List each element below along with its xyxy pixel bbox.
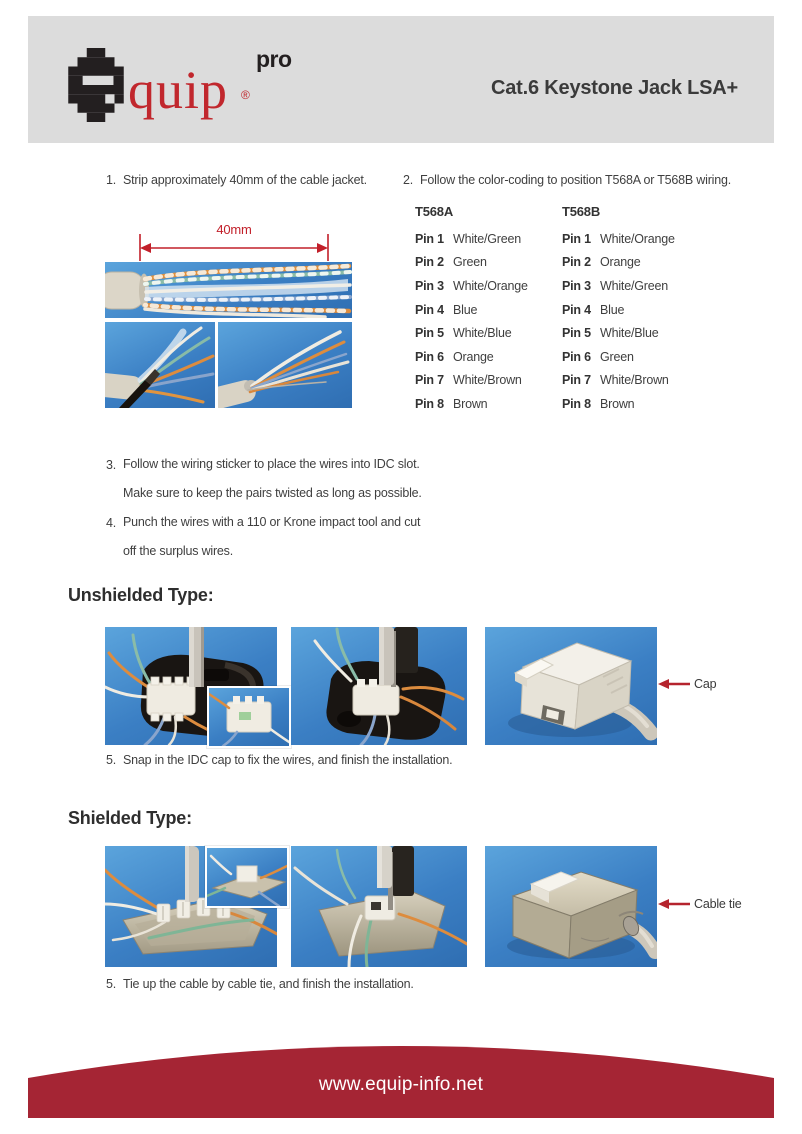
table-row xyxy=(562,274,675,298)
table-row xyxy=(562,369,675,393)
pin-label: Pin 3 xyxy=(415,278,444,293)
photo-twisted-pairs xyxy=(218,322,352,408)
step-text-line2: Make sure to keep the pairs twisted as long as possible. xyxy=(123,486,422,500)
step-text: Tie up the cable by cable tie, and finish the installation. xyxy=(123,977,414,991)
cable-tie-label: Cable tie xyxy=(694,897,742,911)
step-text: Strip approximately 40mm of the cable jacket. xyxy=(123,173,367,187)
table-row xyxy=(415,227,528,251)
table-row xyxy=(415,345,528,369)
pin-color: White/Green xyxy=(600,278,668,293)
table-row xyxy=(415,251,528,275)
table-row xyxy=(415,392,528,416)
pin-label: Pin 1 xyxy=(562,231,591,246)
pin-color: White/Brown xyxy=(453,373,522,388)
unshielded-section-heading: Unshielded Type: xyxy=(68,585,214,605)
brand-name: quip xyxy=(128,60,229,120)
pin-color: Orange xyxy=(453,349,494,364)
table-row xyxy=(415,321,528,345)
t568b-title: T568B xyxy=(562,204,601,219)
page-title: Cat.6 Keystone Jack LSA+ xyxy=(491,77,738,99)
photo-stripped-cable xyxy=(105,262,352,318)
pin-color: White/Blue xyxy=(600,326,659,341)
step-5-unshielded xyxy=(106,753,526,768)
photo-cut-spline xyxy=(105,322,215,408)
pin-label: Pin 8 xyxy=(562,396,591,411)
measurement-label: 40mm xyxy=(216,222,252,237)
pin-label: Pin 7 xyxy=(415,373,444,388)
pin-color: Brown xyxy=(600,396,635,411)
table-row xyxy=(562,321,675,345)
pin-label: Pin 1 xyxy=(415,231,444,246)
pin-color: Brown xyxy=(453,396,488,411)
step-4 xyxy=(106,516,476,566)
pin-label: Pin 4 xyxy=(415,302,444,317)
pin-color: Blue xyxy=(453,302,478,317)
pin-color: White/Orange xyxy=(453,278,528,293)
table-row xyxy=(562,227,675,251)
footer-url: www.equip-info.net xyxy=(318,1074,484,1095)
step-number: 3. xyxy=(106,458,117,472)
photo-unshielded-finished xyxy=(485,627,657,745)
pin-color: White/Green xyxy=(453,231,521,246)
step-text-line1: Follow the wiring sticker to place the wires into IDC slot. xyxy=(123,457,420,471)
cap-arrow-icon xyxy=(658,678,690,690)
step-number: 4. xyxy=(106,516,117,530)
step-text: Follow the color-coding to position T568A or T568B wiring. xyxy=(420,173,732,187)
step-text-line2: off the surplus wires. xyxy=(123,544,234,558)
step-2 xyxy=(403,173,783,188)
photo-shielded-punching xyxy=(291,846,467,967)
pin-label: Pin 6 xyxy=(562,349,591,364)
pin-label: Pin 6 xyxy=(415,349,444,364)
table-row xyxy=(562,345,675,369)
photo-shielded-finished xyxy=(485,846,657,967)
pin-label: Pin 3 xyxy=(562,278,591,293)
table-row xyxy=(415,369,528,393)
t568a-table xyxy=(415,204,528,416)
brand-suffix: pro xyxy=(256,46,292,72)
table-row xyxy=(415,298,528,322)
step-3 xyxy=(106,458,476,508)
table-row xyxy=(562,298,675,322)
photo-unshielded-punching xyxy=(291,627,467,745)
t568b-table xyxy=(562,204,675,416)
step-number: 5. xyxy=(106,753,117,767)
step-number: 1. xyxy=(106,173,117,187)
pin-color: White/Blue xyxy=(453,326,512,341)
pin-color: White/Orange xyxy=(600,231,675,246)
step-number: 2. xyxy=(403,173,414,187)
photo-unshielded-inset xyxy=(207,686,291,748)
pin-color: Green xyxy=(600,349,634,364)
dimension-arrow-icon xyxy=(139,234,329,261)
equip-pixel-e-logo-icon xyxy=(68,48,124,122)
header-band xyxy=(28,16,774,143)
pin-color: Orange xyxy=(600,255,641,270)
pin-color: Green xyxy=(453,255,487,270)
pin-label: Pin 8 xyxy=(415,396,444,411)
step-number: 5. xyxy=(106,977,117,991)
step-text-line1: Punch the wires with a 110 or Krone impact tool and cut xyxy=(123,515,421,529)
cable-tie-arrow-icon xyxy=(658,898,690,910)
pin-color: Blue xyxy=(600,302,625,317)
pin-label: Pin 2 xyxy=(415,255,444,270)
shielded-section-heading: Shielded Type: xyxy=(68,808,192,828)
step-5-shielded xyxy=(106,977,526,992)
t568a-title: T568A xyxy=(415,204,454,219)
table-row xyxy=(562,251,675,275)
pin-color: White/Brown xyxy=(600,373,669,388)
pin-label: Pin 7 xyxy=(562,373,591,388)
table-row xyxy=(562,392,675,416)
table-row xyxy=(415,274,528,298)
pin-label: Pin 5 xyxy=(562,326,591,341)
registered-mark: ® xyxy=(241,88,250,102)
pin-label: Pin 5 xyxy=(415,326,444,341)
step-text: Snap in the IDC cap to fix the wires, and finish the installation. xyxy=(123,753,453,767)
cap-label: Cap xyxy=(694,677,717,691)
pin-label: Pin 2 xyxy=(562,255,591,270)
photo-shielded-inset xyxy=(205,846,289,908)
pin-label: Pin 4 xyxy=(562,302,591,317)
